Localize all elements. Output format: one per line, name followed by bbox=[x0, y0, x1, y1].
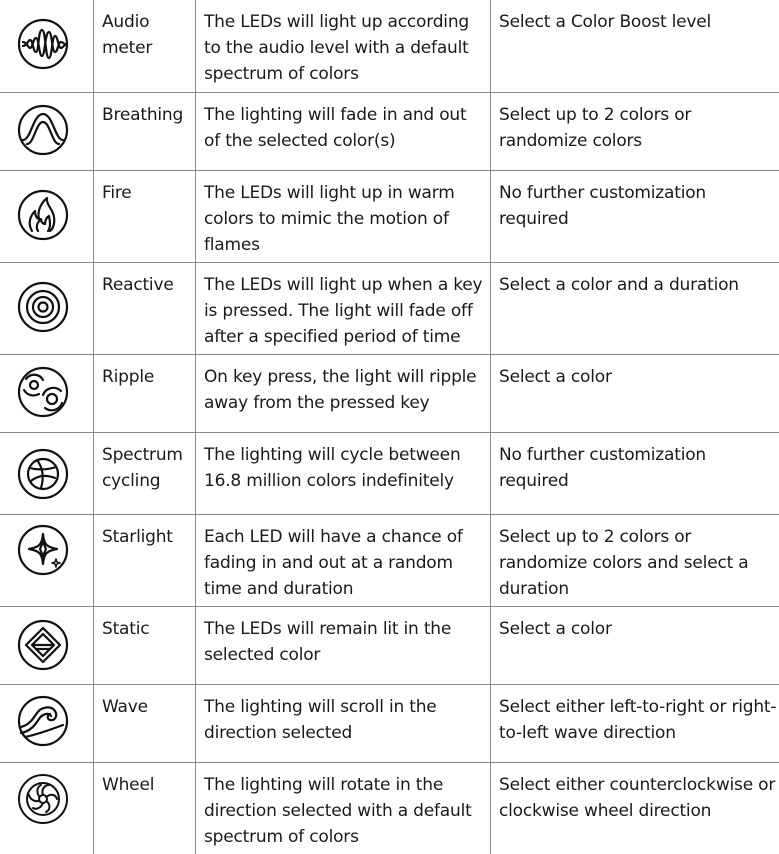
effect-description: The lighting will cycle between 16.8 million colors indefinitely bbox=[204, 445, 461, 491]
effect-description: Each LED will have a chance of fading in and out at a random time and duration bbox=[204, 527, 463, 599]
effect-customization: Select a color bbox=[499, 367, 612, 387]
effect-customization: No further customization required bbox=[499, 183, 706, 229]
effect-name: Breathing bbox=[102, 105, 184, 125]
fire-icon bbox=[17, 189, 69, 241]
effect-customization: Select either left-to-right or right-to-left wave direction bbox=[499, 697, 777, 743]
effect-description: The lighting will scroll in the direction selected bbox=[204, 697, 437, 743]
wave-icon bbox=[17, 695, 69, 747]
effect-customization: Select up to 2 colors or randomize colors and select a duration bbox=[499, 527, 749, 599]
effect-customization: No further customization required bbox=[499, 445, 706, 491]
effect-name: Audio meter bbox=[102, 12, 153, 58]
effect-name: Reactive bbox=[102, 275, 174, 295]
effect-description: On key press, the light will ripple away from the pressed key bbox=[204, 367, 477, 413]
effect-name: Spectrum cycling bbox=[102, 445, 183, 491]
table-row bbox=[0, 763, 779, 854]
effect-description: The LEDs will light up according to the audio level with a default spectrum of colors bbox=[204, 12, 469, 84]
effect-description: The LEDs will remain lit in the selected color bbox=[204, 619, 452, 665]
static-icon bbox=[17, 619, 69, 671]
breathing-icon bbox=[17, 104, 69, 156]
effect-name: Ripple bbox=[102, 367, 155, 387]
effect-name: Static bbox=[102, 619, 150, 639]
table-row bbox=[0, 0, 779, 93]
spectrum-cycling-icon bbox=[17, 448, 69, 500]
effect-customization: Select up to 2 colors or randomize colors bbox=[499, 105, 692, 151]
reactive-icon bbox=[17, 281, 69, 333]
starlight-icon bbox=[17, 524, 69, 576]
effect-customization: Select a Color Boost level bbox=[499, 12, 712, 32]
table-row bbox=[0, 263, 779, 355]
effect-description: The LEDs will light up in warm colors to mimic the motion of flames bbox=[204, 183, 455, 255]
ripple-icon bbox=[17, 366, 69, 418]
table-row bbox=[0, 433, 779, 515]
table-row bbox=[0, 607, 779, 685]
effect-name: Wheel bbox=[102, 775, 155, 795]
wheel-icon bbox=[17, 773, 69, 825]
table-row bbox=[0, 171, 779, 263]
table-row bbox=[0, 685, 779, 763]
effect-name: Fire bbox=[102, 183, 132, 203]
effect-customization: Select a color bbox=[499, 619, 612, 639]
table-row bbox=[0, 355, 779, 433]
effect-customization: Select a color and a duration bbox=[499, 275, 739, 295]
effect-description: The lighting will rotate in the direction selected with a default spectrum of colors bbox=[204, 775, 472, 847]
table-row bbox=[0, 93, 779, 171]
effect-description: The LEDs will light up when a key is pressed. The light will fade off after a specified period of time bbox=[204, 275, 483, 347]
effect-description: The lighting will fade in and out of the selected color(s) bbox=[204, 105, 467, 151]
effect-name: Wave bbox=[102, 697, 148, 717]
audio-meter-icon bbox=[17, 18, 69, 70]
effect-customization: Select either counterclockwise or clockwise wheel direction bbox=[499, 775, 776, 821]
table-row bbox=[0, 515, 779, 607]
effect-name: Starlight bbox=[102, 527, 173, 547]
